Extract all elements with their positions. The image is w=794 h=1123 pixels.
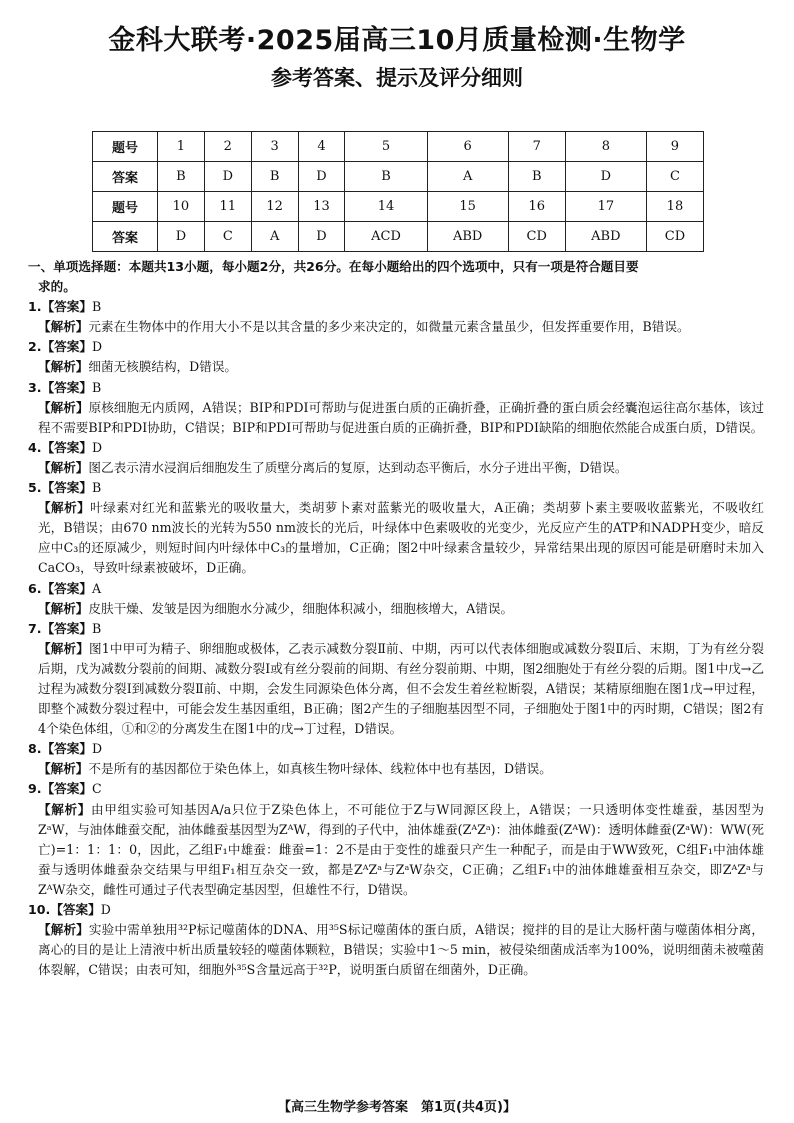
question-number-cell: 18 [646,192,703,222]
explanation [28,599,764,619]
question-number-cell: 8 [565,132,646,162]
answer-cell: D [565,162,646,192]
answer-line [28,579,764,599]
explanation-label: 【解析】 [38,319,89,335]
question-number-cell: 17 [565,192,646,222]
answer-label: 【答案】 [50,902,101,917]
question-number: 7. [28,620,42,636]
answer-label: 【答案】 [41,741,92,757]
question-number: 2. [28,339,42,355]
explanation-label: 【解析】 [38,500,91,516]
answer-label: 【答案】 [41,620,92,636]
explanation-text: 不是所有的基因都位于染色体上，如真核生物叶绿体、线粒体中也有基因，D错误。 [88,761,552,777]
question-block [28,297,764,337]
explanation-text: 细菌无核膜结构，D错误。 [88,359,238,375]
question-block [28,779,764,900]
question-block [28,337,764,377]
answer-cell: ACD [345,222,427,252]
page-title: 金科大联考·2025届高三10月质量检测·生物学 [108,25,686,56]
answer-line [28,739,764,759]
row-label-question: 题号 [93,192,158,222]
row-label-answer: 答案 [93,222,158,252]
table-row-answers-2 [93,222,704,252]
section-heading-text: 一、单项选择题：本题共13小题，每小题2分，共26分。在每小题给出的四个选项中，只有一项是符合题目要 [28,259,639,274]
answer-cell: A [427,162,508,192]
answer-cell: A [251,222,298,252]
question-block [28,378,764,438]
explanation [28,317,764,337]
question-number-cell: 16 [508,192,565,222]
question-block [28,900,764,980]
answer-cell: B [345,162,427,192]
answer-label: 【答案】 [41,439,92,455]
explanation [28,800,764,900]
explanation-label: 【解析】 [38,359,89,375]
answer-cell: B [508,162,565,192]
question-number: 1. [28,299,42,315]
answer-value: D [91,741,103,757]
section-heading [28,257,764,297]
explanation-text: 皮肤干燥、发皱是因为细胞水分减少，细胞体积减小，细胞核增大，A错误。 [88,600,514,616]
row-label-answer: 答案 [93,162,158,192]
answer-label: 【答案】 [41,339,92,355]
question-number-cell: 11 [204,192,251,222]
answer-cell: ABD [565,222,646,252]
explanation-label: 【解析】 [38,399,89,415]
answer-line [28,619,764,639]
answer-label: 【答案】 [41,781,92,797]
answer-label: 【答案】 [41,379,92,395]
explanation [28,498,764,578]
table-row-questions-1 [93,132,704,162]
explanation-text: 实验中需单独用³²P标记噬菌体的DNA、用³⁵S标记噬菌体的蛋白质，A错误；搅拌的目的是让大肠杆菌与噬菌体相分离，离心的目的是让上清液中析出质量较轻的噬菌体颗粒，B错误；实验中1～5 min，被侵染细菌成活率为100%，说明细菌未被噬菌体裂解，C错误；由表可知，细胞外³⁵S含量远高于³²P，说明蛋白质留在细菌外，D正确。 [38,922,764,978]
answer-value: D [100,902,111,917]
explanation-text: 叶绿素对红光和蓝紫光的吸收量大，类胡萝卜素对蓝紫光的吸收量大，A正确；类胡萝卜素主要吸收蓝紫光，不吸收红光，B错误；由670 nm波长的光转为550 nm波长的光后，叶绿体中色素吸收的光变少，光反应产生的ATP和NADPH变少，暗反应中C₃的还原减少，则短时间内叶绿体中C₃的量增加，C正确；图2中叶绿素含量较少，异常结果出现的原因可能是研磨时未加入CaCO₃，导致叶绿素被破坏，D正确。 [38,500,764,576]
question-number-cell: 4 [298,132,345,162]
explanation [28,639,764,739]
page-footer: 【高三生物学参考答案 第1页(共4页)】 [278,1100,516,1115]
answer-cell: CD [508,222,565,252]
section-heading-cont: 求的。 [38,279,76,295]
question-number-cell: 2 [204,132,251,162]
answer-cell: CD [646,222,703,252]
explanation-label: 【解析】 [38,922,89,938]
question-number: 4. [28,439,42,455]
answer-value: B [91,620,102,636]
question-number: 5. [28,480,42,496]
answer-cell: D [298,162,345,192]
answer-line [28,438,764,458]
explanation-label: 【解析】 [38,600,89,616]
explanation [28,759,764,779]
answer-cell: C [204,222,251,252]
question-number: 9. [28,781,42,797]
answer-line [28,779,764,799]
explanation [28,458,764,478]
answer-cell: D [204,162,251,192]
explanation [28,357,764,377]
question-number-cell: 5 [345,132,427,162]
answer-value: C [91,781,102,797]
question-number-cell: 7 [508,132,565,162]
answer-line [28,337,764,357]
question-number: 10. [28,902,51,917]
explanation-label: 【解析】 [38,801,92,817]
question-number-cell: 12 [251,192,298,222]
question-list [28,297,764,980]
explanation-text: 图乙表示清水浸润后细胞发生了质壁分离后的复原，达到动态平衡后，水分子进出平衡，D错误。 [88,459,628,475]
answer-label: 【答案】 [41,299,92,315]
page-subtitle: 参考答案、提示及评分细则 [271,66,523,90]
explanation-text: 图1中甲可为精子、卵细胞或极体，乙表示减数分裂Ⅱ前、中期，丙可以代表体细胞或减数分裂Ⅱ后、末期，丁为有丝分裂后期，戊为减数分裂前的间期、减数分裂Ⅰ或有丝分裂前的间期、有丝分裂前期、中期，图2细胞处于有丝分裂的后期。图1中戊→乙过程为减数分裂Ⅰ到减数分裂Ⅱ前、中期，会发生同源染色体分离，但不会发生着丝粒断裂，A错误；某精原细胞在图1戊→甲过程，即整个减数分裂过程中，可能会发生基因重组，B正确；图2产生的子细胞基因型不同，子细胞处于图1中的丙时期，C错误；图2有4个染色体组，①和②的分离发生在图1中的戊→丁过程，D错误。 [38,640,764,737]
table-row-answers-1 [93,162,704,192]
explanation-text: 由甲组实验可知基因A/a只位于Z染色体上，不可能位于Z与W同源区段上，A错误；一只透明体变性雄蚕，基因型为ZᵃW，与油体雌蚕交配，油体雌蚕基因型为ZᴬW，得到的子代中，油体雄蚕(ZᴬZᵃ)：油体雌蚕(ZᴬW)：透明体雌蚕(ZᵃW)：WW(死亡)=1：1：1：0，因此，乙组F₁中雄蚕：雌蚕=1：2不是由于变性的雄蚕只产生一种配子，而是由于WW致死，C组F₁中油体雄蚕与透明体雌蚕杂交结果与甲组F₁相互杂交一致，都是ZᴬZᵃ与ZᵃW杂交，C正确；乙组F₁中的油体雌雄蚕相互杂交，即ZᴬZᵃ与ZᴬW杂交，雌性可通过子代表型确定基因型，但雄性不行，D错误。 [38,801,765,897]
question-number-cell: 13 [298,192,345,222]
answer-value: D [91,339,103,355]
question-number: 6. [28,580,42,596]
question-block [28,619,764,740]
explanation-text: 原核细胞无内质网，A错误；BIP和PDI可帮助与促进蛋白质的正确折叠，正确折叠的蛋白质会经囊泡运往高尔基体，该过程不需要BIP和PDI协助，C错误；BIP和PDI可帮助与促进蛋白质的正确折叠，BIP和PDI缺陷的细胞依然能合成蛋白质，D错误。 [38,399,765,435]
question-number: 8. [28,741,42,757]
question-number-cell: 1 [158,132,205,162]
answer-table [92,131,704,252]
answer-line [28,478,764,498]
answer-label: 【答案】 [41,580,92,596]
explanation-label: 【解析】 [38,761,89,777]
question-number-cell: 3 [251,132,298,162]
answer-cell: C [646,162,703,192]
answer-cell: ABD [427,222,508,252]
question-block [28,739,764,779]
answer-value: D [91,439,103,455]
question-number-cell: 9 [646,132,703,162]
answer-cell: B [158,162,205,192]
explanation-label: 【解析】 [38,459,89,475]
row-label-question: 题号 [93,132,158,162]
answer-value: B [91,299,102,315]
answer-cell: D [298,222,345,252]
answer-cell: B [251,162,298,192]
explanation [28,398,764,438]
question-block [28,478,764,578]
question-number: 3. [28,379,42,395]
explanation-label: 【解析】 [38,640,89,656]
answer-value: A [91,580,102,596]
explanation [28,920,764,980]
answer-label: 【答案】 [41,480,92,496]
explanations [28,257,764,980]
question-block [28,579,764,619]
answer-cell: D [158,222,205,252]
answer-value: B [91,379,102,395]
explanation-text: 元素在生物体中的作用大小不是以其含量的多少来决定的，如微量元素含量虽少，但发挥重要作用，B错误。 [88,319,690,335]
answer-value: B [91,480,102,496]
question-number-cell: 6 [427,132,508,162]
answer-line [28,297,764,317]
question-number-cell: 15 [427,192,508,222]
table-row-questions-2 [93,192,704,222]
question-number-cell: 10 [158,192,205,222]
question-block [28,438,764,478]
question-number-cell: 14 [345,192,427,222]
answer-line [28,900,764,920]
answer-line [28,378,764,398]
